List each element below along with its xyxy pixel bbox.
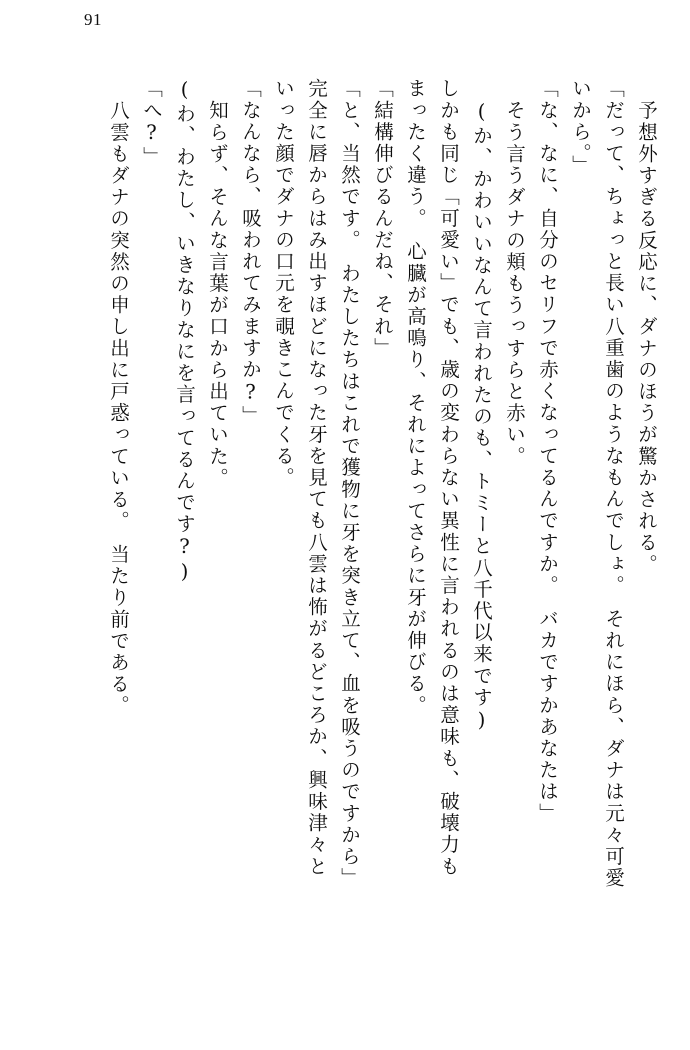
text-line: 八雲もダナの突然の申し出に戸惑っている。 当たり前である。: [107, 100, 130, 717]
text-line: そう言うダナの頬もうっすらと赤い。: [503, 100, 526, 468]
text-line: 「な、なに、自分のセリフで赤くなってるんですか。 バカですかあなたは」: [536, 78, 559, 825]
text-line: 「と、当然です。 わたしたちはこれで獲物に牙を突き立て、血を吸うのですから」: [338, 78, 361, 890]
text-line: 「なんなら、吸われてみますか?」: [239, 78, 262, 428]
text-line: しかも同じ「可愛い」でも、歳の変わらない異性に言われるのは意味も、破壊力も: [437, 78, 460, 878]
text-line: (わ、わたし、いきなりなにを言ってるんです?): [173, 78, 196, 586]
text-line: 知らず、そんな言葉が口から出ていた。: [206, 100, 229, 489]
page-number: 91: [84, 10, 102, 29]
text-line: (か、かわいいなんて言われたのも、トミーと八千代以来です): [470, 100, 493, 734]
text-line: いった顔でダナの口元を覗きこんでくる。: [272, 78, 295, 489]
text-line: 完全に唇からはみ出すほどになった牙を見ても八雲は怖がるどころか、興味津々と: [305, 78, 328, 878]
text-line: 「結構伸びるんだね、それ」: [371, 78, 394, 359]
text-line: 「へ?」: [140, 78, 163, 168]
vertical-text-body: [62, 78, 656, 1028]
text-line: いから。」: [569, 78, 592, 177]
text-line: まったく違う。 心臓が高鳴り、それによってさらに牙が伸びる。: [404, 78, 427, 717]
text-line: 予想外すぎる反応に、ダナのほうが驚かされる。: [635, 100, 658, 576]
text-line: 「だって、ちょっと長い八重歯のようなもんでしょ。 それにほら、ダナは元々可愛: [602, 78, 625, 890]
